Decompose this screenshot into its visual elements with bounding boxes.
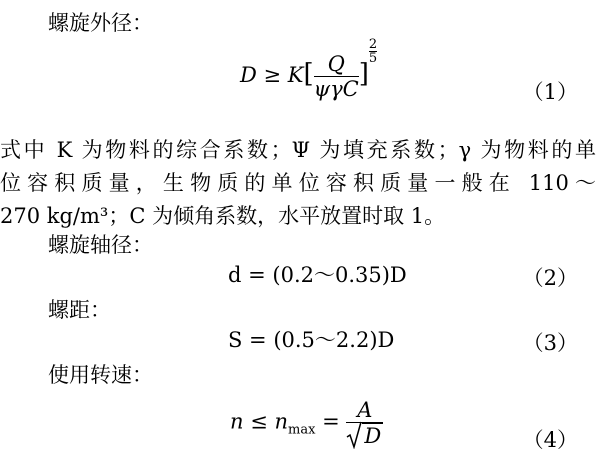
eq1-relation: ≥: [256, 63, 288, 87]
eq3-expression: S = (0.5～2.2)D: [228, 328, 395, 352]
paragraph-line-1: 式中 K 为物料的综合系数；Ψ 为填充系数；γ 为物料的单: [0, 138, 596, 162]
heading-rotation-speed: 使用转速：: [48, 363, 153, 387]
equation-4-number: （4）: [522, 428, 578, 452]
eq1-right-bracket: ]: [358, 59, 369, 89]
eq1-exponent-denominator: 5: [368, 51, 378, 66]
eq1-exponent-numerator: 2: [368, 37, 378, 52]
equation-3: [228, 327, 394, 353]
eq4-relation: ≤: [243, 409, 275, 434]
equation-2-number: （2）: [522, 266, 578, 290]
heading-axis-diameter: 螺旋轴径：: [48, 233, 153, 257]
paragraph-line-2: 位容积质量，生物质的单位容积质量一般在 110～: [0, 171, 596, 195]
variable-description-paragraph: [0, 134, 596, 233]
equation-2: [228, 262, 407, 288]
heading-pitch: 螺距：: [48, 298, 111, 322]
eq4-equals: =: [315, 409, 347, 434]
eq4-numerator: A: [346, 398, 383, 423]
equation-1-number: （1）: [522, 80, 578, 104]
sqrt-sign-icon: [346, 421, 362, 449]
eq4-fraction: [346, 398, 383, 448]
eq1-fraction: [314, 52, 359, 101]
equation-4: [230, 398, 383, 458]
eq1-exponent: [369, 38, 377, 65]
eq4-denominator: [346, 423, 383, 448]
eq4-radicand: D: [364, 424, 382, 448]
eq1-k: K: [287, 63, 304, 87]
eq1-denominator: ψγC: [313, 77, 359, 101]
heading-outer-diameter: 螺旋外径：: [48, 11, 153, 35]
eq1-lhs: D: [240, 63, 257, 87]
equation-1: [240, 37, 378, 112]
eq4-subscript-max: max: [288, 422, 316, 438]
eq2-expression: d = (0.2～0.35)D: [228, 263, 407, 287]
eq1-numerator: Q: [314, 52, 359, 77]
eq4-nmax: n: [274, 409, 289, 434]
eq4-sqrt: [346, 423, 383, 448]
equation-3-number: （3）: [522, 331, 578, 355]
eq1-left-bracket: [: [303, 59, 314, 89]
eq4-n: n: [230, 409, 244, 434]
paragraph-line-3: 270 kg/m³；C 为倾角系数，水平放置时取 1。: [0, 204, 446, 228]
